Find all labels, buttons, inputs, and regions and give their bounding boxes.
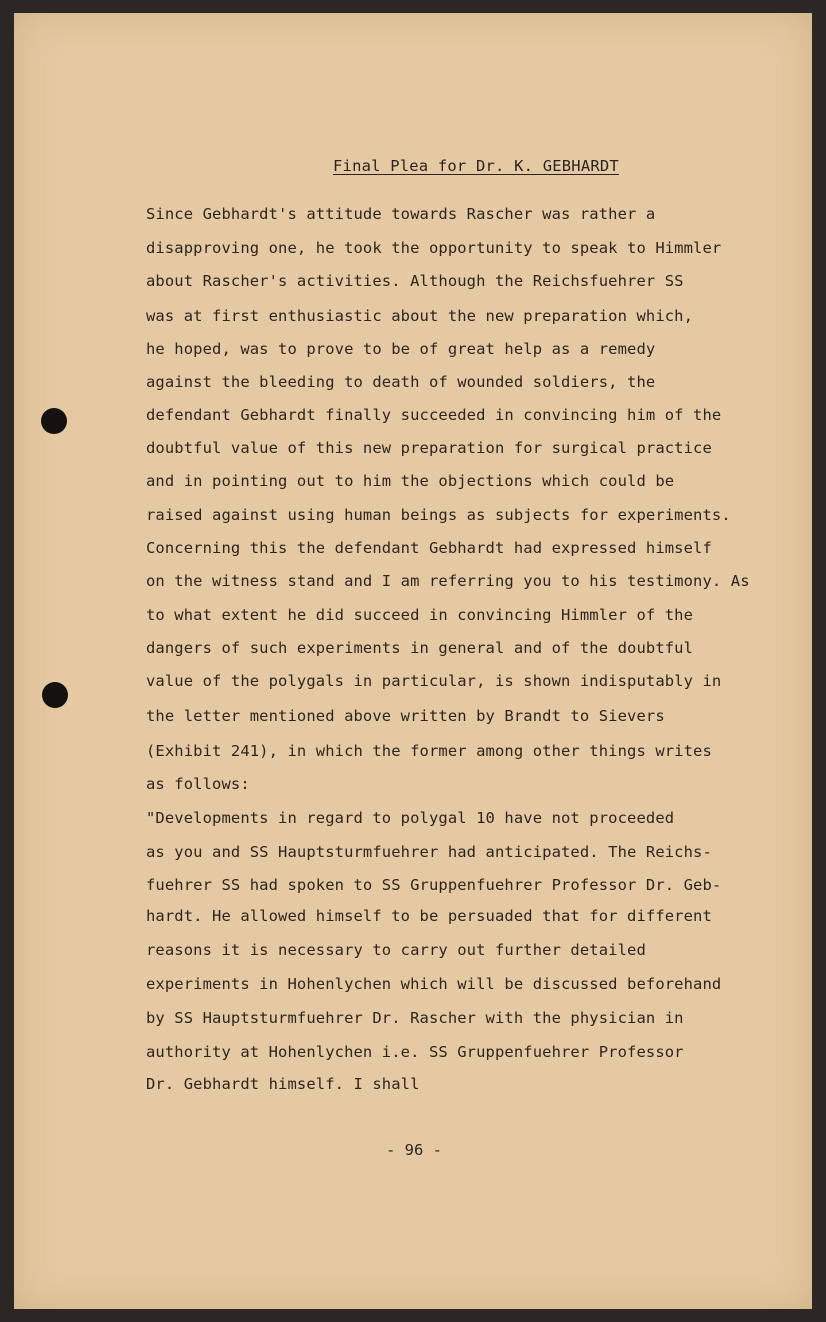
text-line: defendant Gebhardt finally succeeded in convincing him of the bbox=[146, 406, 722, 424]
text-line: as you and SS Hauptsturmfuehrer had anticipated. The Reichs- bbox=[146, 843, 712, 861]
text-line: against the bleeding to death of wounded soldiers, the bbox=[146, 373, 656, 391]
text-line: by SS Hauptsturmfuehrer Dr. Rascher with the physician in bbox=[146, 1009, 684, 1027]
text-line: authority at Hohenlychen i.e. SS Gruppenfuehrer Professor bbox=[146, 1043, 684, 1061]
text-line: experiments in Hohenlychen which will be discussed beforehand bbox=[146, 975, 722, 993]
text-line: Dr. Gebhardt himself. I shall bbox=[146, 1075, 420, 1093]
punch-hole bbox=[42, 682, 68, 708]
text-line: about Rascher's activities. Although the Reichsfuehrer SS bbox=[146, 272, 684, 290]
page-number: - 96 - bbox=[386, 1141, 442, 1159]
text-line: dangers of such experiments in general and of the doubtful bbox=[146, 639, 694, 657]
text-line: doubtful value of this new preparation for surgical practice bbox=[146, 439, 712, 457]
text-line: reasons it is necessary to carry out further detailed bbox=[146, 941, 646, 959]
text-line: Concerning this the defendant Gebhardt had expressed himself bbox=[146, 539, 712, 557]
text-line: Since Gebhardt's attitude towards Rascher was rather a bbox=[146, 205, 656, 223]
text-line: fuehrer SS had spoken to SS Gruppenfuehrer Professor Dr. Geb- bbox=[146, 876, 722, 894]
text-line: value of the polygals in particular, is shown indisputably in bbox=[146, 672, 722, 690]
text-line: (Exhibit 241), in which the former among other things writes bbox=[146, 742, 712, 760]
text-line: and in pointing out to him the objections which could be bbox=[146, 472, 675, 490]
text-line: hardt. He allowed himself to be persuaded that for different bbox=[146, 907, 712, 925]
text-line: he hoped, was to prove to be of great help as a remedy bbox=[146, 340, 656, 358]
text-line: disapproving one, he took the opportunity to speak to Himmler bbox=[146, 239, 722, 257]
text-line: was at first enthusiastic about the new preparation which, bbox=[146, 307, 694, 325]
text-line: on the witness stand and I am referring you to his testimony. As bbox=[146, 572, 750, 590]
text-line: as follows: bbox=[146, 775, 250, 793]
text-line: "Developments in regard to polygal 10 have not proceeded bbox=[146, 809, 675, 827]
text-line: the letter mentioned above written by Brandt to Sievers bbox=[146, 707, 665, 725]
text-line: to what extent he did succeed in convincing Himmler of the bbox=[146, 606, 694, 624]
punch-hole bbox=[41, 408, 67, 434]
text-line: raised against using human beings as subjects for experiments. bbox=[146, 506, 731, 524]
document-title: Final Plea for Dr. K. GEBHARDT bbox=[333, 157, 619, 175]
